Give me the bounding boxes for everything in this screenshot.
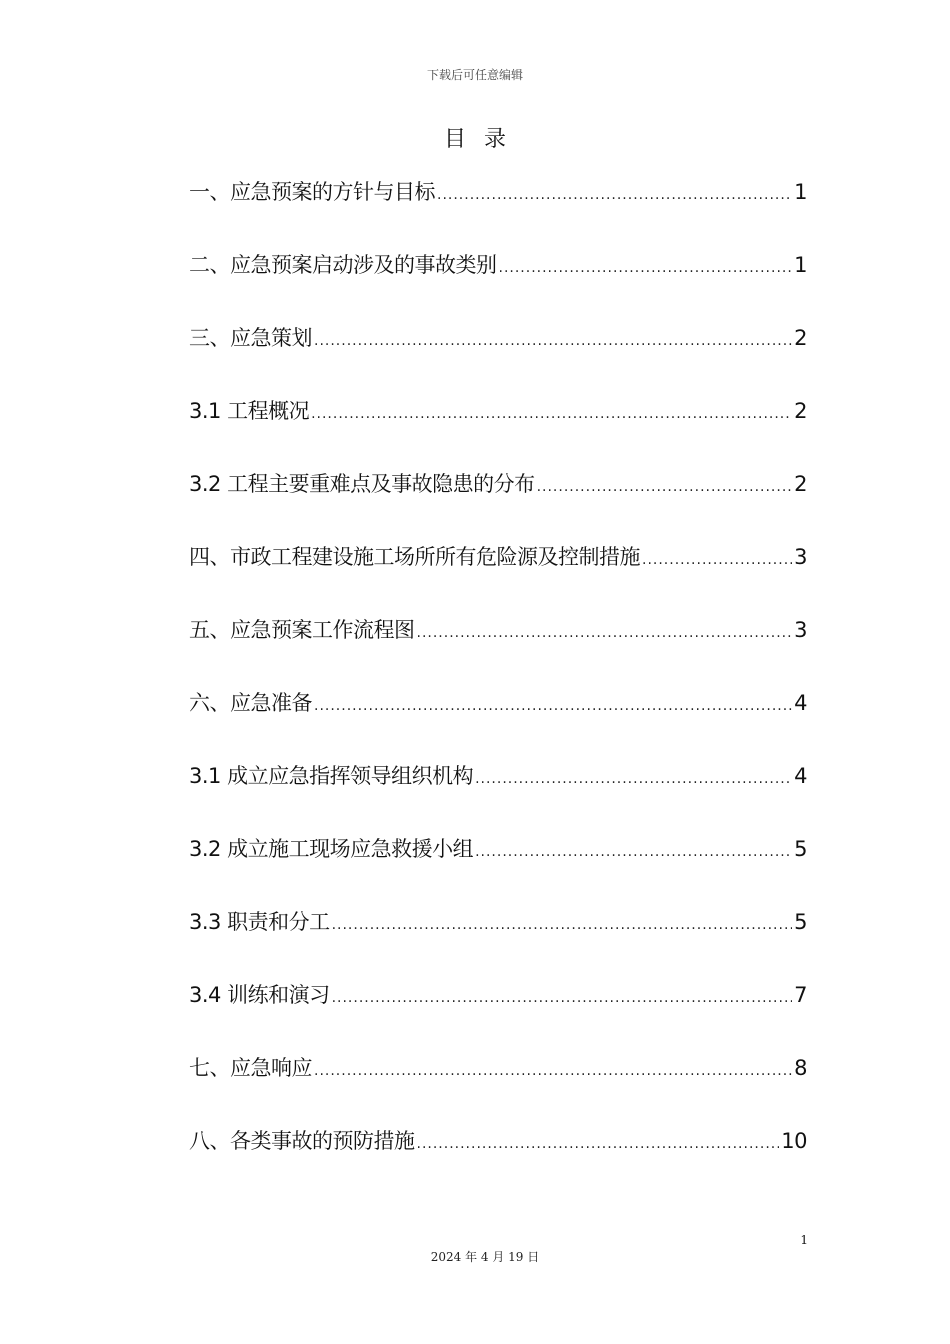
table-of-contents [189, 174, 807, 1196]
toc-entry[interactable] [189, 977, 807, 1050]
toc-entry-page: 3 [794, 545, 807, 569]
toc-entry[interactable] [189, 247, 807, 320]
toc-entry-text: 一、应急预案的方针与目标 [189, 180, 435, 204]
toc-dot-leader [417, 1126, 780, 1162]
toc-entry-text: 3.1 工程概况 [189, 399, 310, 423]
toc-entry-page: 2 [794, 472, 807, 496]
toc-entry-page: 2 [794, 326, 807, 350]
toc-entry-text: 六、应急准备 [189, 691, 312, 715]
toc-entry[interactable] [189, 174, 807, 247]
toc-entry-text: 五、应急预案工作流程图 [189, 618, 415, 642]
toc-entry-page: 1 [794, 180, 807, 204]
toc-dot-leader [314, 688, 792, 724]
toc-entry[interactable] [189, 393, 807, 466]
toc-entry-page: 1 [794, 253, 807, 277]
page-number: 1 [800, 1233, 808, 1247]
header-note: 下载后可任意编辑 [426, 68, 523, 82]
toc-entry-page: 7 [794, 983, 807, 1007]
toc-entry-text: 3.2 工程主要重难点及事故隐患的分布 [189, 472, 535, 496]
toc-entry-page: 8 [794, 1056, 807, 1080]
toc-entry[interactable] [189, 1050, 807, 1123]
toc-entry-page: 5 [794, 837, 807, 861]
toc-entry[interactable] [189, 539, 807, 612]
toc-entry-page: 10 [781, 1129, 807, 1153]
toc-entry[interactable] [189, 466, 807, 539]
toc-entry-text: 八、各类事故的预防措施 [189, 1129, 415, 1153]
toc-entry-page: 4 [794, 764, 807, 788]
toc-dot-leader [417, 615, 793, 651]
toc-dot-leader [314, 323, 792, 359]
toc-title: 目录 [443, 127, 524, 152]
toc-entry-text: 3.1 成立应急指挥领导组织机构 [189, 764, 474, 788]
toc-entry-text: 三、应急策划 [189, 326, 312, 350]
toc-entry-text: 3.3 职责和分工 [189, 910, 330, 934]
toc-dot-leader [642, 542, 792, 578]
toc-entry-page: 3 [794, 618, 807, 642]
toc-entry-text: 3.4 训练和演习 [189, 983, 330, 1007]
toc-entry[interactable] [189, 904, 807, 977]
footer-date: 2024 年 4 月 19 日 [430, 1250, 540, 1264]
toc-entry[interactable] [189, 1123, 807, 1196]
toc-dot-leader [314, 1053, 792, 1089]
toc-entry[interactable] [189, 685, 807, 758]
toc-entry-page: 2 [794, 399, 807, 423]
toc-dot-leader [332, 907, 793, 943]
toc-entry-text: 3.2 成立施工现场应急救援小组 [189, 837, 474, 861]
toc-entry-text: 七、应急响应 [189, 1056, 312, 1080]
toc-dot-leader [475, 834, 792, 870]
toc-dot-leader [332, 980, 793, 1016]
toc-dot-leader [499, 250, 793, 286]
toc-entry-text: 二、应急预案启动涉及的事故类别 [189, 253, 497, 277]
toc-entry[interactable] [189, 612, 807, 685]
toc-entry[interactable] [189, 831, 807, 904]
toc-entry-text: 四、市政工程建设施工场所所有危险源及控制措施 [189, 545, 640, 569]
toc-dot-leader [437, 177, 792, 213]
toc-entry[interactable] [189, 758, 807, 831]
toc-entry[interactable] [189, 320, 807, 393]
toc-dot-leader [311, 396, 792, 432]
toc-entry-page: 4 [794, 691, 807, 715]
toc-dot-leader [537, 469, 793, 505]
toc-entry-page: 5 [794, 910, 807, 934]
toc-dot-leader [475, 761, 792, 797]
